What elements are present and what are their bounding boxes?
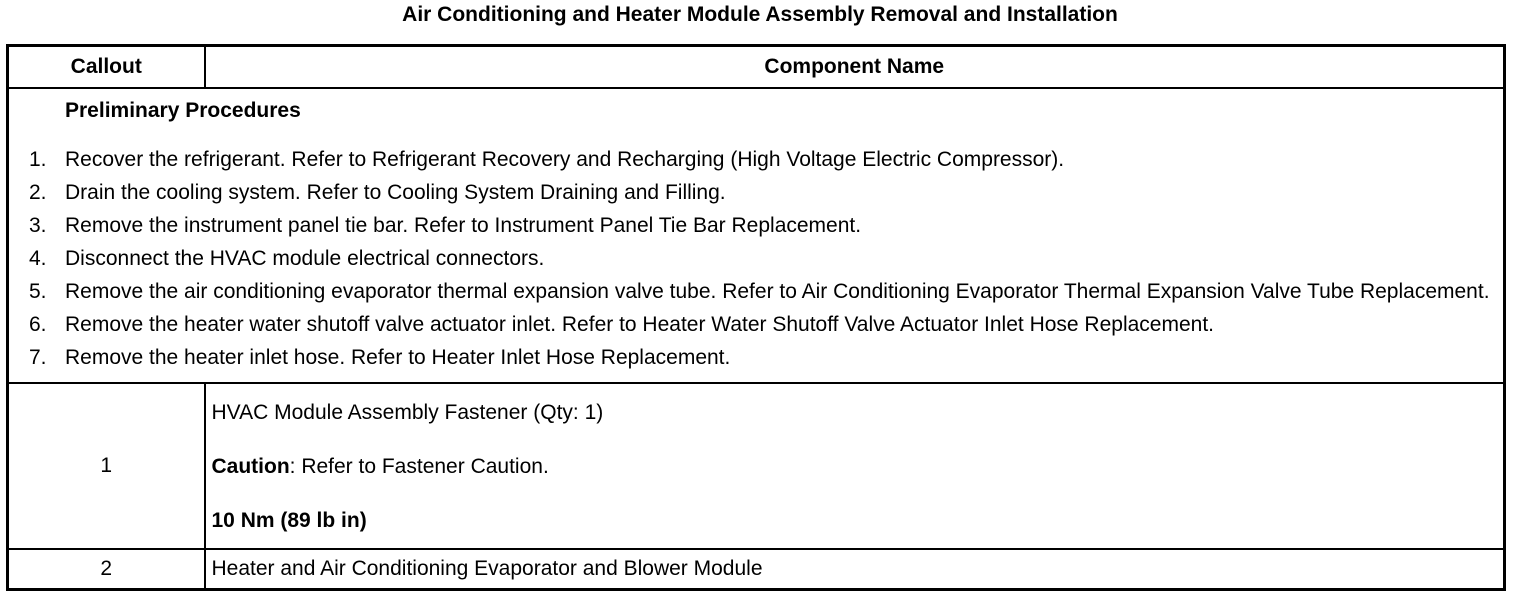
torque-spec: 10 Nm (89 lb in) xyxy=(211,509,367,532)
component-name-cell xyxy=(205,383,1505,549)
step-text: Remove the air conditioning evaporator thermal expansion valve tube. Refer to Air Conditioning Evaporator Thermal Expansion Valve Tube Replacement. xyxy=(65,280,1490,303)
step-text: Remove the heater inlet hose. Refer to Heater Inlet Hose Replacement. xyxy=(65,346,731,369)
list-item xyxy=(29,310,1491,340)
step-number: 1. xyxy=(29,148,47,171)
list-item xyxy=(29,211,1491,241)
component-name-cell: Heater and Air Conditioning Evaporator and Blower Module xyxy=(205,549,1505,590)
preliminary-procedures-cell xyxy=(8,88,1505,383)
page-title: Air Conditioning and Heater Module Assembly Removal and Installation xyxy=(402,3,1118,26)
header-callout: Callout xyxy=(8,46,205,89)
step-number: 6. xyxy=(29,313,47,336)
step-text: Recover the refrigerant. Refer to Refrigerant Recovery and Recharging (High Voltage Electric Compressor). xyxy=(65,148,1065,171)
step-text: Disconnect the HVAC module electrical connectors. xyxy=(65,247,545,270)
step-number: 3. xyxy=(29,214,47,237)
list-item xyxy=(29,277,1491,307)
procedure-table xyxy=(6,44,1506,591)
table-row xyxy=(8,383,1505,549)
callout-cell: 2 xyxy=(8,549,205,590)
preliminary-heading: Preliminary Procedures xyxy=(65,99,301,122)
header-component-name: Component Name xyxy=(205,46,1505,89)
step-text: Remove the heater water shutoff valve actuator inlet. Refer to Heater Water Shutoff Valve Actuator Inlet Hose Replacement. xyxy=(65,313,1214,336)
callout-cell: 1 xyxy=(8,383,205,549)
list-item xyxy=(29,178,1491,208)
list-item xyxy=(29,343,1491,373)
caution-label: Caution xyxy=(211,455,290,478)
table-row xyxy=(8,549,1505,590)
caution-text: : Refer to Fastener Caution. xyxy=(289,455,549,478)
component-name: HVAC Module Assembly Fastener (Qty: 1) xyxy=(211,401,604,424)
step-number: 4. xyxy=(29,247,47,270)
caution-note xyxy=(212,453,1498,481)
step-text: Drain the cooling system. Refer to Cooling System Draining and Filling. xyxy=(65,181,726,204)
step-number: 7. xyxy=(29,346,47,369)
preliminary-steps-list xyxy=(29,145,1491,373)
step-number: 5. xyxy=(29,280,47,303)
list-item xyxy=(29,244,1491,274)
step-number: 2. xyxy=(29,181,47,204)
list-item xyxy=(29,145,1491,175)
step-text: Remove the instrument panel tie bar. Refer to Instrument Panel Tie Bar Replacement. xyxy=(65,214,862,237)
preliminary-row xyxy=(8,88,1505,383)
table-header-row xyxy=(8,46,1505,89)
